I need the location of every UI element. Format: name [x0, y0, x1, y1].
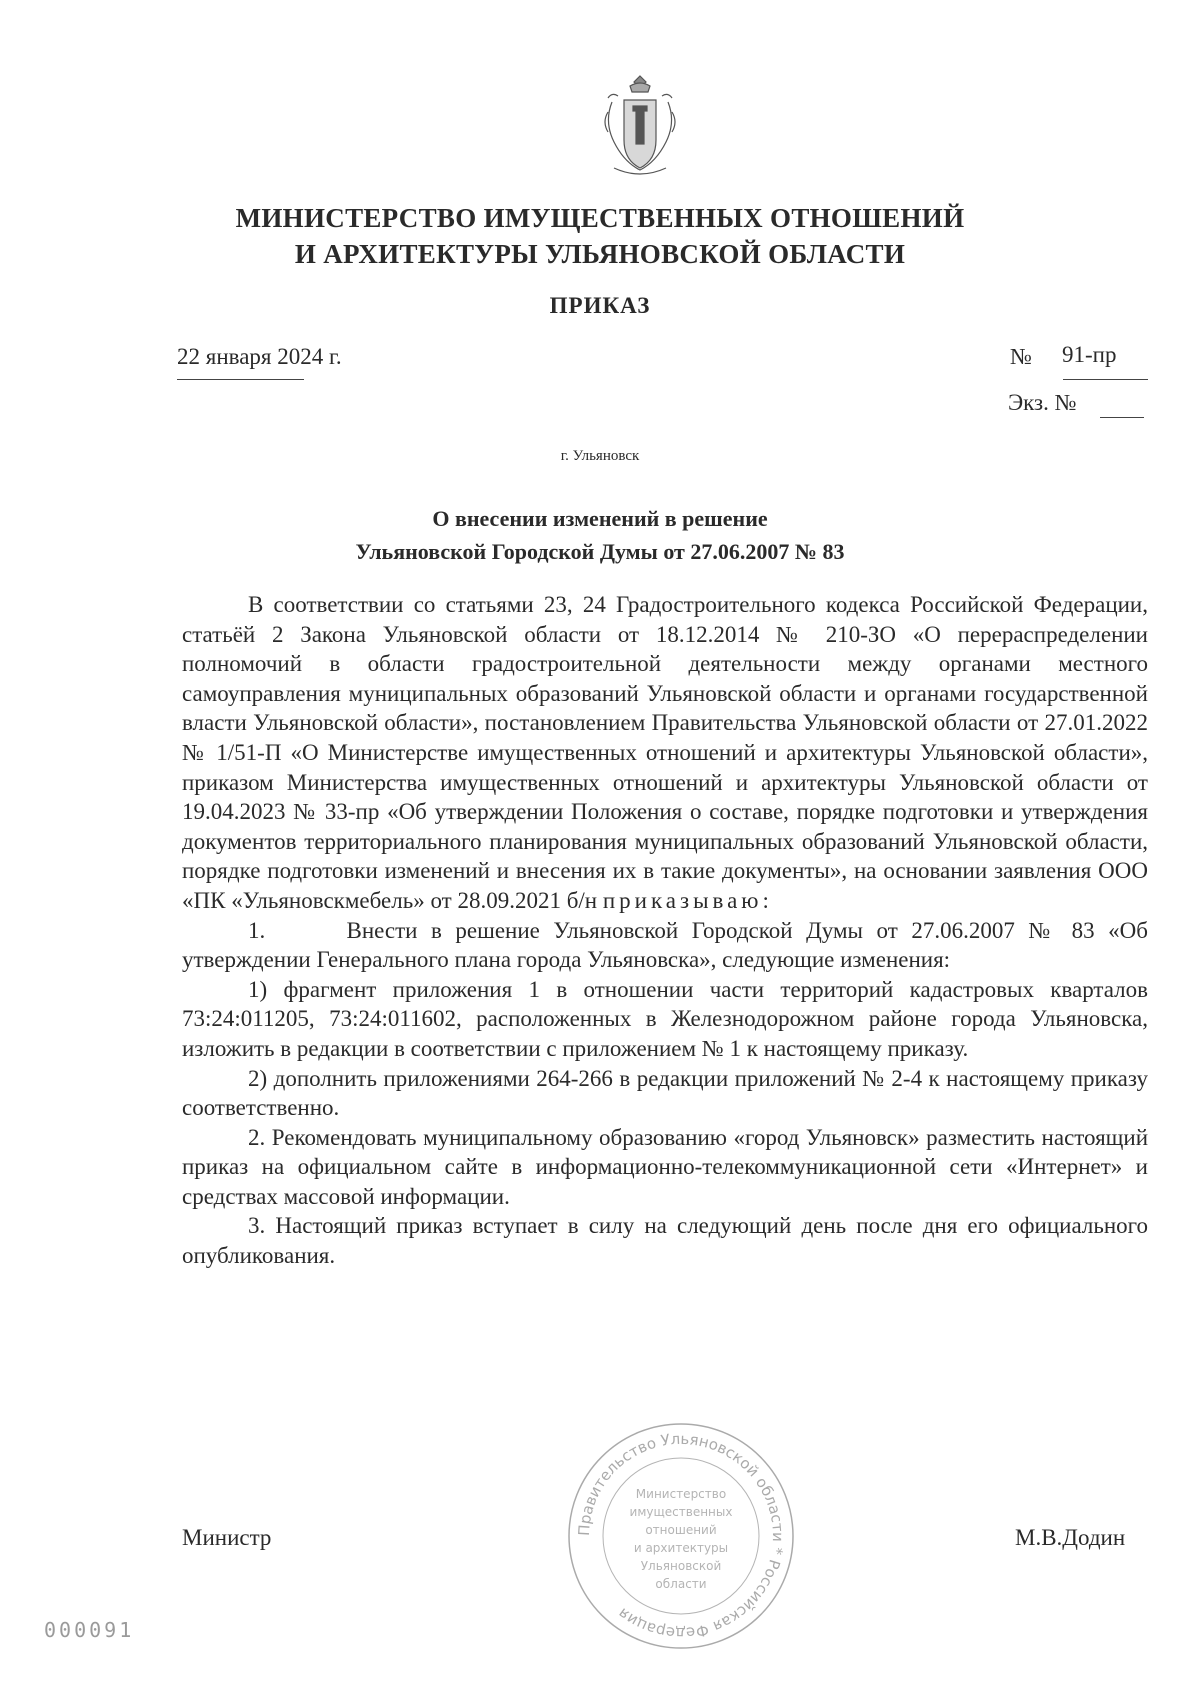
preamble-text: В соответствии со статьями 23, 24 Градостроительного кодекса Российской Федерации, статьёй 2 Закона Ульяновской области от 18.12.2014 № 210-ЗО «О перераспределении полномочий в области градостроительной деятельности между органами местного самоуправления муниципальных образований Ульяновской области и органами государственной власти Ульяновской области», постановлением Правительства Ульяновской области от 27.01.2022 № 1/51-П «О Министерстве имущественных отношений и архитектуры Ульяновской области», приказом Министерства имущественных отношений и архитектуры Ульяновской области от 19.04.2023 № 33-пр «Об утверждении Положения о составе, порядке подготовки и утверждения документов территориального планирования муниципальных образований Ульяновской области, порядке подготовки изменений и внесения их в такие документы», на основании заявления ООО «ПК «Ульяновскмебель» от 28.09.2021 б/н: [182, 592, 1148, 913]
seal-line-5: Ульяновской: [640, 1559, 722, 1573]
number-underline: [1063, 379, 1148, 380]
ministry-name: [0, 200, 1200, 272]
item-3: 3. Настоящий приказ вступает в силу на следующий день после дня его официального опубликования.: [182, 1213, 1148, 1269]
subject-line1: О внесении изменений в решение: [432, 506, 768, 531]
signatory-name: М.В.Додин: [1015, 1525, 1126, 1550]
order-word: приказываю:: [602, 887, 773, 913]
subject-line2: Ульяновской Городской Думы от 27.06.2007 № 83: [355, 539, 845, 564]
preamble-paragraph: [182, 590, 1148, 916]
number-value: 91-пр: [1062, 342, 1117, 367]
document-body: [182, 590, 1154, 1271]
signatory-title: Министр: [182, 1525, 272, 1550]
document-date: 22 января 2024 г.: [177, 344, 342, 369]
seal-line-6: области: [655, 1577, 707, 1591]
document-subject: [0, 502, 1200, 568]
copy-underline: [1100, 417, 1144, 418]
seal-line-2: имущественных: [629, 1505, 733, 1519]
seal-outer-text: Правительство Ульяновской области * Российская Федерация: [574, 1429, 788, 1643]
item-1-2: 2) дополнить приложениями 264-266 в редакции приложений № 2-4 к настоящему приказу соответственно.: [182, 1065, 1148, 1121]
date-underline: [177, 379, 304, 380]
registration-number: 000091: [44, 1618, 135, 1642]
copy-number: [1008, 390, 1077, 416]
document-number: [1010, 342, 1117, 370]
ministry-name-line2: И АРХИТЕКТУРЫ УЛЬЯНОВСКОЙ ОБЛАСТИ: [294, 239, 906, 269]
document-type: ПРИКАЗ: [549, 293, 651, 318]
item-1-1: 1) фрагмент приложения 1 в отношении части территорий кадастровых кварталов 73:24:011205, 73:24:011602, расположенных в Железнодорожном районе города Ульяновска, изложить в редакции в соответствии с приложением № 1 к настоящему приказу.: [182, 976, 1148, 1061]
item-2: 2. Рекомендовать муниципальному образованию «город Ульяновск» разместить настоящий приказ на официальном сайте в информационно-телекоммуникационной сети «Интернет» и средствах массовой информации.: [182, 1124, 1148, 1209]
seal-line-3: отношений: [645, 1523, 717, 1537]
item-1: 1. Внести в решение Ульяновской Городской Думы от 27.06.2007 № 83 «Об утверждении Генерального плана города Ульяновска», следующие изменения:: [182, 917, 1154, 973]
ministry-name-line1: МИНИСТЕРСТВО ИМУЩЕСТВЕННЫХ ОТНОШЕНИЙ: [235, 203, 965, 233]
seal-line-1: Министерство: [635, 1487, 727, 1501]
official-seal: [565, 1420, 797, 1652]
number-label: №: [1010, 344, 1032, 369]
city: г. Ульяновск: [560, 448, 640, 464]
copy-label: Экз. №: [1008, 390, 1077, 415]
ulyanovsk-coat-of-arms-icon: [600, 72, 680, 182]
seal-line-4: и архитектуры: [633, 1541, 729, 1555]
